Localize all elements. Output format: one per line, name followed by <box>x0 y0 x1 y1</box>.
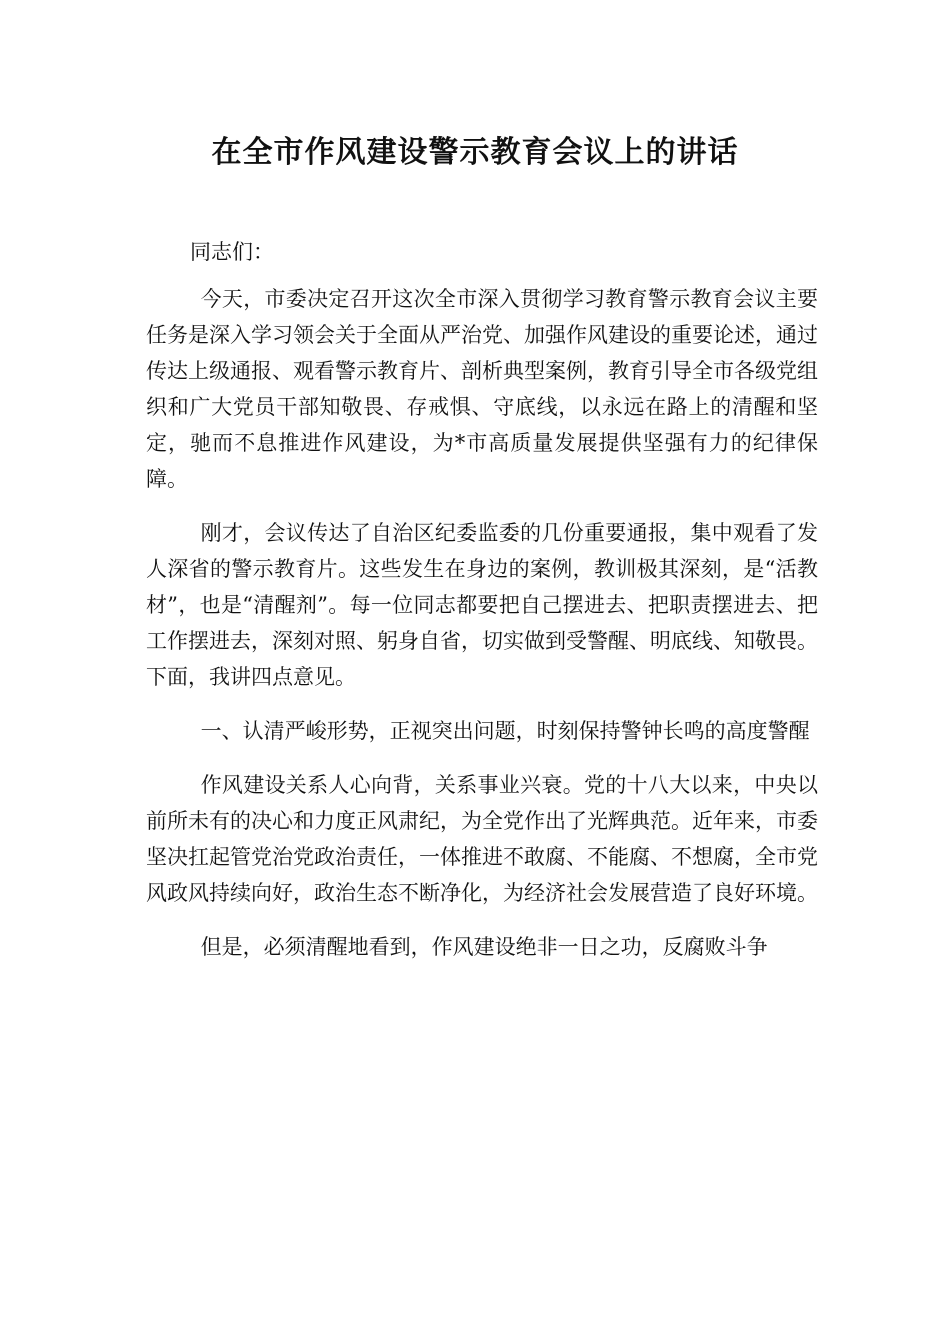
paragraph-opening: 今天，市委决定召开这次全市深入贯彻学习教育警示教育会议主要任务是深入学习领会关于全面从严治党、加强作风建设的重要论述，通过传达上级通报、观看警示教育片、剖析典型案例，教育引导全市各级党组织和广大党员干部知敬畏、存戒惧、守底线，以永远在路上的清醒和坚定，驰而不息推进作风建设，为*市高质量发展提供坚强有力的纪律保障。 <box>146 287 818 491</box>
section-heading-1: 一、认清严峻形势，正视突出问题，时刻保持警钟长鸣的高度警醒 <box>200 719 810 743</box>
paragraph-section-1: 作风建设关系人心向背，关系事业兴衰。党的十八大以来，中央以前所未有的决心和力度正风肃纪，为全党作出了光辉典范。近年来，市委坚决扛起管党治党政治责任，一体推进不敢腐、不能腐、不想腐，全市党风政风持续向好，政治生态不断净化，为经济社会发展营造了良好环境。 <box>146 773 818 905</box>
document-body <box>146 281 818 983</box>
salutation: 同志们： <box>190 240 274 264</box>
paragraph-meeting-review: 刚才，会议传达了自治区纪委监委的几份重要通报，集中观看了发人深省的警示教育片。这些发生在身边的案例，教训极其深刻，是“活教材”，也是“清醒剂”。每一位同志都要把自己摆进去、把职责摆进去、把工作摆进去，深刻对照、躬身自省，切实做到受警醒、明底线、知敬畏。下面，我讲四点意见。 <box>146 521 818 689</box>
paragraph-continuation: 但是，必须清醒地看到，作风建设绝非一日之功，反腐败斗争 <box>200 935 768 959</box>
document-title: 在全市作风建设警示教育会议上的讲话 <box>211 135 739 170</box>
